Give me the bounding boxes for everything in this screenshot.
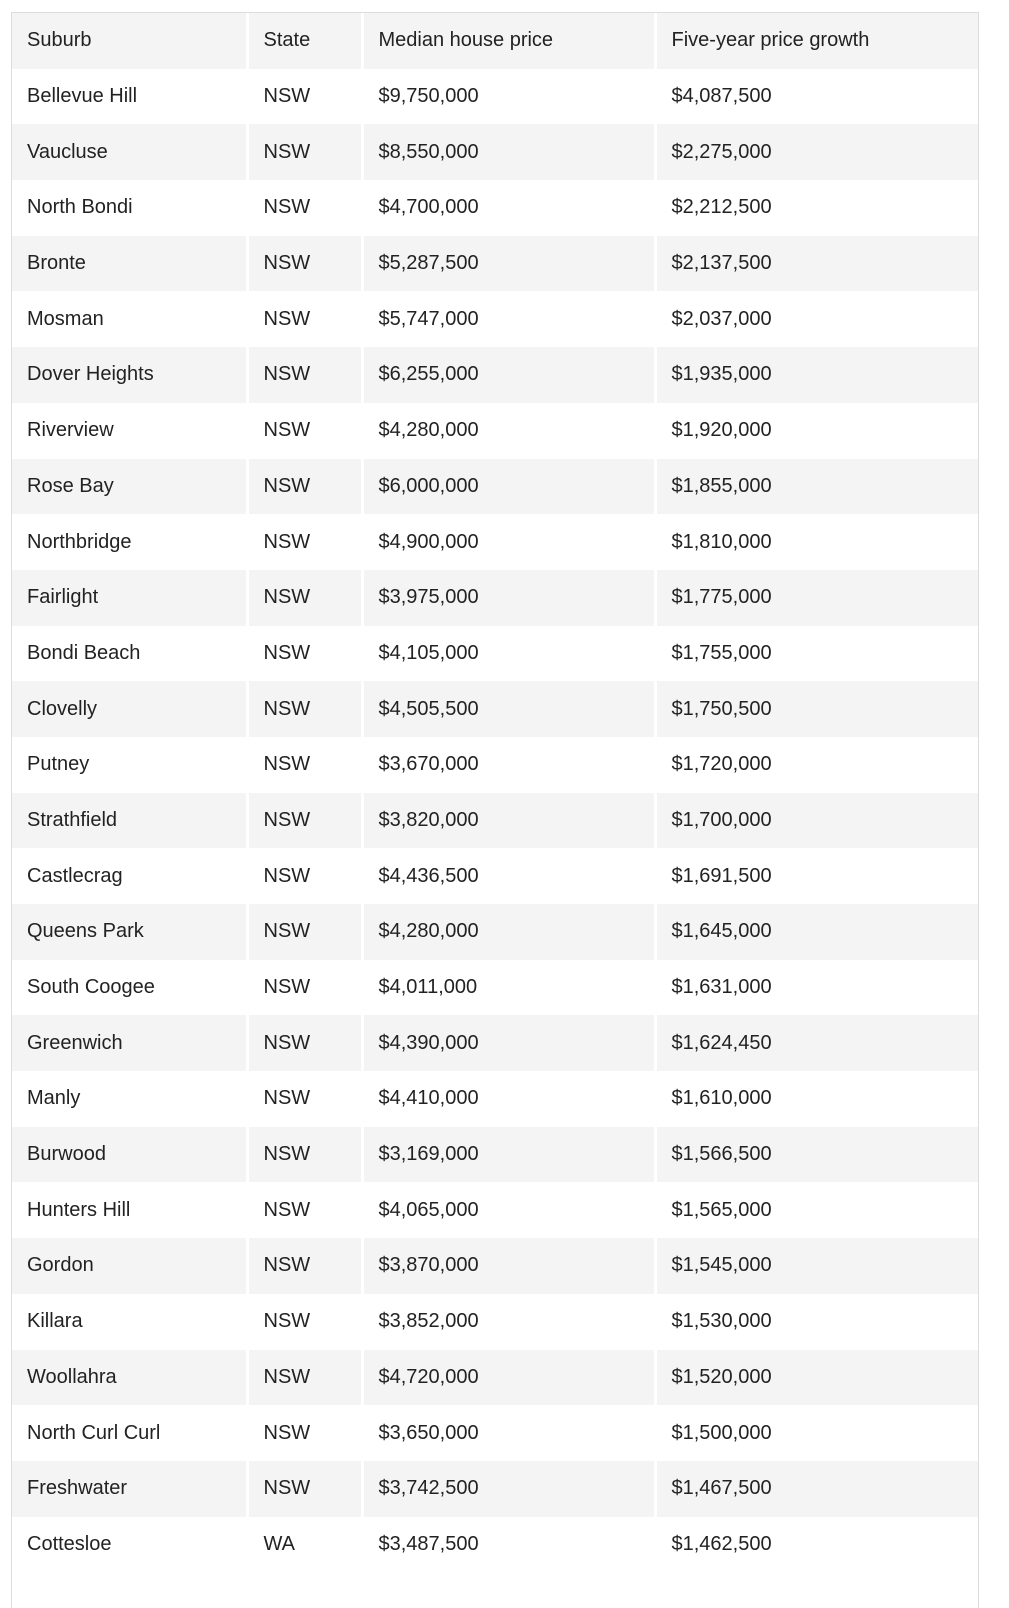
five-year-price-growth-cell: $1,920,000	[655, 403, 978, 459]
five-year-price-growth-cell: $1,700,000	[655, 793, 978, 849]
state-cell: NSW	[247, 681, 362, 737]
state-cell: NSW	[247, 1238, 362, 1294]
median-house-price-cell: $9,750,000	[362, 69, 655, 125]
suburb-cell: Killara	[27, 1310, 83, 1333]
price-growth-table	[12, 13, 978, 1572]
five-year-price-growth-cell: $1,775,000	[655, 570, 978, 626]
suburb-cell: Clovelly	[27, 697, 98, 720]
state-cell: NSW	[247, 124, 362, 180]
state-cell: NSW	[247, 737, 362, 793]
table-row	[12, 960, 978, 1016]
suburb-cell: Queens Park	[27, 920, 144, 943]
table-row	[12, 291, 978, 347]
median-house-price-cell: $4,505,500	[362, 681, 655, 737]
suburb-cell: North Bondi	[27, 196, 133, 219]
state-cell: NSW	[247, 626, 362, 682]
state-cell: NSW	[247, 236, 362, 292]
state-cell: NSW	[247, 1294, 362, 1350]
median-house-price-cell: $3,975,000	[362, 570, 655, 626]
suburb-cell: Freshwater	[27, 1477, 128, 1500]
suburb-cell: Castlecrag	[27, 864, 123, 887]
suburb-cell: Woollahra	[27, 1365, 117, 1388]
median-house-price-cell: $3,742,500	[362, 1461, 655, 1517]
suburb-cell: Vaucluse	[27, 140, 108, 163]
median-house-price-cell: $4,900,000	[362, 514, 655, 570]
state-cell: NSW	[247, 793, 362, 849]
table-row	[12, 347, 978, 403]
column-header-median-house-price: Median house price	[362, 13, 655, 69]
state-cell: NSW	[247, 180, 362, 236]
table-row	[12, 514, 978, 570]
table-header-row	[12, 13, 978, 69]
five-year-price-growth-cell: $1,565,000	[655, 1182, 978, 1238]
suburb-cell: Gordon	[27, 1254, 94, 1277]
state-cell: NSW	[247, 291, 362, 347]
table-row	[12, 1127, 978, 1183]
state-cell: NSW	[247, 1015, 362, 1071]
median-house-price-cell: $4,065,000	[362, 1182, 655, 1238]
state-cell: NSW	[247, 1127, 362, 1183]
table-row	[12, 180, 978, 236]
five-year-price-growth-cell: $1,750,500	[655, 681, 978, 737]
suburb-cell: Greenwich	[27, 1031, 123, 1054]
state-cell: NSW	[247, 848, 362, 904]
median-house-price-cell: $4,720,000	[362, 1350, 655, 1406]
five-year-price-growth-cell: $1,545,000	[655, 1238, 978, 1294]
median-house-price-cell: $4,436,500	[362, 848, 655, 904]
median-house-price-cell: $3,169,000	[362, 1127, 655, 1183]
suburb-cell: Riverview	[27, 419, 114, 442]
five-year-price-growth-cell: $4,087,500	[655, 69, 978, 125]
median-house-price-cell: $3,670,000	[362, 737, 655, 793]
five-year-price-growth-cell: $1,810,000	[655, 514, 978, 570]
state-cell: NSW	[247, 1182, 362, 1238]
state-cell: NSW	[247, 514, 362, 570]
table-row	[12, 737, 978, 793]
five-year-price-growth-cell: $1,720,000	[655, 737, 978, 793]
state-cell: NSW	[247, 1350, 362, 1406]
state-cell: NSW	[247, 904, 362, 960]
table-row	[12, 1517, 978, 1573]
suburb-cell: Rose Bay	[27, 474, 114, 497]
price-growth-table-container	[11, 12, 979, 1608]
suburb-cell: South Coogee	[27, 976, 155, 999]
median-house-price-cell: $3,487,500	[362, 1517, 655, 1573]
median-house-price-cell: $4,280,000	[362, 904, 655, 960]
column-header-state: State	[247, 13, 362, 69]
median-house-price-cell: $4,011,000	[362, 960, 655, 1016]
table-row	[12, 1182, 978, 1238]
median-house-price-cell: $5,287,500	[362, 236, 655, 292]
median-house-price-cell: $4,390,000	[362, 1015, 655, 1071]
suburb-cell: Manly	[27, 1087, 81, 1110]
suburb-cell: North Curl Curl	[27, 1421, 161, 1444]
table-row	[12, 1071, 978, 1127]
state-cell: NSW	[247, 1405, 362, 1461]
state-cell: NSW	[247, 1071, 362, 1127]
suburb-cell: Strathfield	[27, 808, 118, 831]
suburb-cell: Fairlight	[27, 586, 99, 609]
table-row	[12, 681, 978, 737]
median-house-price-cell: $8,550,000	[362, 124, 655, 180]
table-row	[12, 1405, 978, 1461]
column-header-five-year-price-growth: Five-year price growth	[655, 13, 978, 69]
table-row	[12, 403, 978, 459]
median-house-price-cell: $4,105,000	[362, 626, 655, 682]
suburb-cell: Bronte	[27, 252, 86, 275]
column-header-suburb: Suburb	[27, 29, 92, 52]
table-row	[12, 626, 978, 682]
state-cell: NSW	[247, 459, 362, 515]
table-header	[12, 13, 978, 69]
five-year-price-growth-cell: $1,855,000	[655, 459, 978, 515]
table-row	[12, 1350, 978, 1406]
state-cell: NSW	[247, 570, 362, 626]
five-year-price-growth-cell: $1,610,000	[655, 1071, 978, 1127]
median-house-price-cell: $6,255,000	[362, 347, 655, 403]
suburb-cell: Burwood	[27, 1143, 106, 1166]
median-house-price-cell: $3,820,000	[362, 793, 655, 849]
table-row	[12, 1294, 978, 1350]
five-year-price-growth-cell: $1,624,450	[655, 1015, 978, 1071]
table-row	[12, 1015, 978, 1071]
median-house-price-cell: $4,410,000	[362, 1071, 655, 1127]
table-row	[12, 793, 978, 849]
median-house-price-cell: $6,000,000	[362, 459, 655, 515]
five-year-price-growth-cell: $1,566,500	[655, 1127, 978, 1183]
table-row	[12, 69, 978, 125]
state-cell: NSW	[247, 347, 362, 403]
five-year-price-growth-cell: $1,631,000	[655, 960, 978, 1016]
suburb-cell: Dover Heights	[27, 363, 154, 386]
state-cell: NSW	[247, 960, 362, 1016]
table-row	[12, 1238, 978, 1294]
table-row	[12, 904, 978, 960]
suburb-cell: Putney	[27, 753, 90, 776]
median-house-price-cell: $5,747,000	[362, 291, 655, 347]
table-row	[12, 236, 978, 292]
median-house-price-cell: $4,700,000	[362, 180, 655, 236]
median-house-price-cell: $3,870,000	[362, 1238, 655, 1294]
five-year-price-growth-cell: $1,755,000	[655, 626, 978, 682]
five-year-price-growth-cell: $1,935,000	[655, 347, 978, 403]
table-body	[12, 69, 978, 1573]
state-cell: WA	[247, 1517, 362, 1573]
five-year-price-growth-cell: $1,530,000	[655, 1294, 978, 1350]
five-year-price-growth-cell: $1,500,000	[655, 1405, 978, 1461]
suburb-cell: Northbridge	[27, 530, 132, 553]
table-row	[12, 459, 978, 515]
table-row	[12, 570, 978, 626]
state-cell: NSW	[247, 69, 362, 125]
table-row	[12, 848, 978, 904]
state-cell: NSW	[247, 403, 362, 459]
five-year-price-growth-cell: $1,691,500	[655, 848, 978, 904]
five-year-price-growth-cell: $2,275,000	[655, 124, 978, 180]
median-house-price-cell: $3,852,000	[362, 1294, 655, 1350]
five-year-price-growth-cell: $1,520,000	[655, 1350, 978, 1406]
median-house-price-cell: $4,280,000	[362, 403, 655, 459]
state-cell: NSW	[247, 1461, 362, 1517]
suburb-cell: Hunters Hill	[27, 1198, 131, 1221]
table-row	[12, 1461, 978, 1517]
five-year-price-growth-cell: $2,137,500	[655, 236, 978, 292]
suburb-cell: Cottesloe	[27, 1532, 112, 1555]
median-house-price-cell: $3,650,000	[362, 1405, 655, 1461]
five-year-price-growth-cell: $1,462,500	[655, 1517, 978, 1573]
five-year-price-growth-cell: $1,645,000	[655, 904, 978, 960]
table-row	[12, 124, 978, 180]
suburb-cell: Bellevue Hill	[27, 85, 138, 108]
suburb-cell: Bondi Beach	[27, 641, 141, 664]
five-year-price-growth-cell: $2,212,500	[655, 180, 978, 236]
five-year-price-growth-cell: $2,037,000	[655, 291, 978, 347]
five-year-price-growth-cell: $1,467,500	[655, 1461, 978, 1517]
suburb-cell: Mosman	[27, 307, 104, 330]
